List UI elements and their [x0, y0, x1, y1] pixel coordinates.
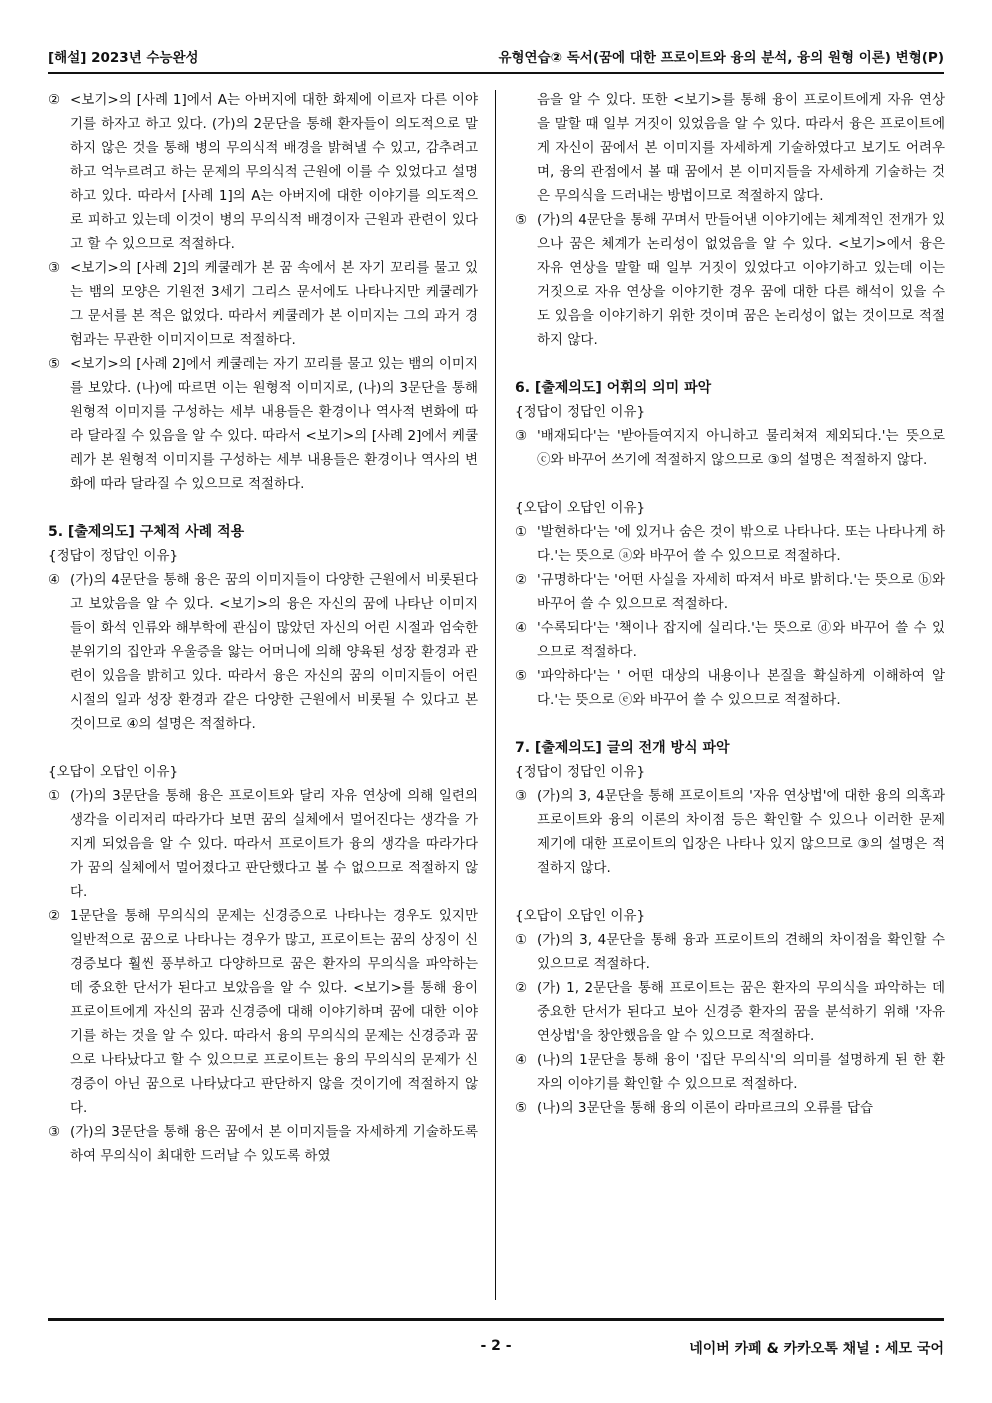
- list-item: [515, 424, 945, 472]
- list-item: [515, 520, 945, 568]
- list-item: [515, 616, 945, 664]
- item-number: ④: [48, 572, 61, 588]
- item-text: (가)의 3문단을 통해 융은 프로이트와 달리 자유 연상에 의해 일련의 생각을 이리저리 따라가다 보면 꿈의 실체에서 멀어진다는 생각을 가지게 되었음을 알 수 있다. 따라서 프로이트가 융의 생각을 따라가다가 꿈의 실체에서 멀어졌다고 판단했다고 볼 수 없으므로 적절하지 않다.: [70, 788, 478, 900]
- list-item: [515, 1096, 945, 1120]
- wrong-label: {오답이 오답인 이유}: [515, 908, 646, 924]
- item-text: (나)의 1문단을 통해 융이 '집단 무의식'의 의미를 설명하게 된 한 환자의 이야기를 확인할 수 있으므로 적절하다.: [537, 1052, 945, 1092]
- item-text: '규명하다'는 '어떤 사실을 자세히 따져서 바로 밝히다.'는 뜻으로 ⓑ와 바꾸어 쓸 수 있으므로 적절하다.: [537, 572, 945, 612]
- footer-channel: 네이버 카페 & 카카오톡 채널 : 세모 국어: [689, 1341, 944, 1357]
- list-item: [515, 784, 945, 880]
- item-number: ③: [48, 1124, 61, 1140]
- item-text: '파악하다'는 ' 어떤 대상의 내용이나 본질을 확실하게 이해하여 알다.'는 뜻으로 ⓔ와 바꾸어 쓸 수 있으므로 적절하다.: [537, 668, 945, 708]
- item-text: 1문단을 통해 무의식의 문제는 신경증으로 나타나는 경우도 있지만 일반적으로 꿈으로 나타나는 경우가 많고, 프로이트는 꿈의 상징이 신경증보다 훨씬 풍부하고 다양하므로 꿈은 환자의 무의식을 파악하는데 중요한 단서가 된다고 보았음을 알 수 있다. <보기>를 통해 융이 프로이트에게 자신의 꿈과 신경증에 대해 이야기하며 꿈에 대한 이야기를 하는 것을 알 수 있다. 따라서 융의 무의식의 문제는 신경증과 꿈으로 나타났다고 할 수 있으므로 프로이트는 융의 무의식의 문제가 신경증이 아닌 꿈으로 나타났다고 판단하지 않을 것이기에 적절하지 않다.: [70, 908, 478, 1116]
- item-text: (가)의 3문단을 통해 융은 꿈에서 본 이미지들을 자세하게 기술하도록 하여 무의식이 최대한 드러날 수 있도록 하였: [70, 1124, 478, 1164]
- correct-label: {정답이 정답인 이유}: [515, 764, 646, 780]
- item-number: ⑤: [48, 356, 61, 372]
- item-text: <보기>의 [사례 2]의 케쿨레가 본 꿈 속에서 본 자기 꼬리를 물고 있는 뱀의 모양은 기원전 3세기 그리스 문서에도 나타나지만 케쿨레가 그 문서를 본 적은 없었다. 따라서 케쿨레가 본 이미지는 그의 과거 경험과는 무관한 이미지이므로 적절하다.: [70, 260, 478, 348]
- item-text: (가) 1, 2문단을 통해 프로이트는 꿈은 환자의 무의식을 파악하는 데 중요한 단서가 된다고 보아 신경증 환자의 꿈을 분석하기 위해 '자유 연상법'을 창안했음을 알 수 있으므로 적절하다.: [537, 980, 945, 1044]
- header-subtitle: 유형연습② 독서(꿈에 대한 프로이트와 융의 분석, 융의 원형 이론) 변형(P): [498, 50, 944, 66]
- bottom-rule: [48, 1318, 944, 1321]
- item-number: ③: [48, 260, 61, 276]
- list-item: [515, 928, 945, 976]
- item-number: ②: [515, 572, 528, 588]
- left-column: [48, 88, 478, 1168]
- item-text: <보기>의 [사례 1]에서 A는 아버지에 대한 화제에 이르자 다른 이야기를 하자고 하고 있다. (가)의 2문단을 통해 환자들이 의도적으로 말하지 않은 것을 통해 병의 무의식적 배경을 밝혀낼 수 있고, 감추려고 하고 억누르려고 하는 문제의 무의식적 근원에 이를 수 있었다고 설명하고 있다. 따라서 [사례 1]의 A는 아버지에 대한 이야기를 의도적으로 피하고 있는데 이것이 병의 무의식적 배경이자 근원과 관련이 있다고 할 수 있으므로 적절하다.: [70, 92, 478, 252]
- item-number: ①: [515, 524, 528, 540]
- item-number: ③: [515, 788, 528, 804]
- item-text: (가)의 3, 4문단을 통해 프로이트의 '자유 연상법'에 대한 융의 의혹과 프로이트와 융의 이론의 차이점 등은 확인할 수 있으나 이러한 문제 제기에 대한 프로이트의 입장은 나타나 있지 않으므로 ③의 설명은 적절하지 않다.: [537, 788, 945, 876]
- top-rule: [48, 72, 944, 74]
- page-number: - 2 -: [480, 1338, 512, 1354]
- list-item: [48, 904, 478, 1120]
- list-item: [48, 1120, 478, 1168]
- list-item: [48, 784, 478, 904]
- item-text: '발현하다'는 '에 있거나 숨은 것이 밖으로 나타나다. 또는 나타나게 하다.'는 뜻으로 ⓐ와 바꾸어 쓸 수 있으므로 적절하다.: [537, 524, 945, 564]
- item-number: ①: [515, 932, 528, 948]
- right-column: [515, 88, 945, 1120]
- item-number: ③: [515, 428, 528, 444]
- item-text: 음을 알 수 있다. 또한 <보기>를 통해 융이 프로이트에게 자유 연상을 말할 때 일부 거짓이 있었음을 알 수 있다. 따라서 융은 프로이트에게 자신이 꿈에서 본 이미지를 자세하게 기술하였다고 보기도 어려우며, 융의 관점에서 볼 때 꿈에서 본 이미지들을 자세하게 기술하는 것은 무의식을 드러내는 방법이므로 적절하지 않다.: [537, 92, 945, 204]
- item-text: '수록되다'는 '책이나 잡지에 실리다.'는 뜻으로 ⓓ와 바꾸어 쓸 수 있으므로 적절하다.: [537, 620, 945, 660]
- item-number: ①: [48, 788, 61, 804]
- column-divider: [495, 90, 496, 1300]
- item-number: ②: [515, 980, 528, 996]
- item-number: ⑤: [515, 212, 528, 228]
- wrong-label: {오답이 오답인 이유}: [48, 764, 179, 780]
- item-number: ⑤: [515, 668, 528, 684]
- item-text: (나)의 3문단을 통해 융의 이론이 라마르크의 오류를 답습: [537, 1100, 874, 1116]
- item-number: ④: [515, 1052, 528, 1068]
- list-item: [515, 568, 945, 616]
- item-text: (가)의 3, 4문단을 통해 융과 프로이트의 견해의 차이점을 확인할 수 있으므로 적절하다.: [537, 932, 945, 972]
- item-text: <보기>의 [사례 2]에서 케쿨레는 자기 꼬리를 물고 있는 뱀의 이미지를 보았다. (나)에 따르면 이는 원형적 이미지로, (나)의 3문단을 통해 원형적 이미지를 구성하는 세부 내용들은 환경이나 역사적 변화에 따라 달라질 수 있음을 알 수 있다. 따라서 <보기>의 [사례 2]에서 케쿨레가 본 원형적 이미지를 구성하는 세부 내용들은 환경이나 역사의 변화에 따라 달라질 수 있으므로 적절하다.: [70, 356, 478, 492]
- list-item: [515, 208, 945, 352]
- list-item: [48, 568, 478, 736]
- list-item: [515, 664, 945, 712]
- correct-label: {정답이 정답인 이유}: [48, 548, 179, 564]
- section-title-q7: 7. [출제의도] 글의 전개 방식 파악: [515, 740, 730, 756]
- section-title-q5: 5. [출제의도] 구체적 사례 적용: [48, 524, 245, 540]
- item-text: (가)의 4문단을 통해 융은 꿈의 이미지들이 다양한 근원에서 비롯된다고 보았음을 알 수 있다. <보기>의 융은 자신의 꿈에 나타난 이미지들이 화석 인류와 해부학에 관심이 많았던 자신의 어린 시절과 엄숙한 분위기의 집안과 우울증을 앓는 어머니에 의해 양육된 성장 환경과 관련이 있음을 밝히고 있다. 따라서 융은 자신의 꿈의 이미지들이 어린 시절의 일과 성장 환경과 같은 다양한 근원에서 비롯될 수 있다고 본 것이므로 ④의 설명은 적절하다.: [70, 572, 478, 732]
- item-number: ④: [515, 620, 528, 636]
- list-item: [515, 88, 945, 208]
- wrong-label: {오답이 오답인 이유}: [515, 500, 646, 516]
- list-item: [515, 1048, 945, 1096]
- item-number: ⑤: [515, 1100, 528, 1116]
- list-item: [48, 88, 478, 256]
- section-title-q6: 6. [출제의도] 어휘의 의미 파악: [515, 380, 712, 396]
- header-title: [해설] 2023년 수능완성: [48, 50, 199, 66]
- list-item: [48, 256, 478, 352]
- list-item: [515, 976, 945, 1048]
- item-number: ②: [48, 92, 61, 108]
- item-text: (가)의 4문단을 통해 꾸며서 만들어낸 이야기에는 체계적인 전개가 있으나 꿈은 체계가 논리성이 없었음을 알 수 있다. <보기>에서 융은 자유 연상을 말할 때 일부 거짓이 있었다고 이야기하고 있는데 이는 거짓으로 자유 연상을 이야기한 경우 꿈에 대한 다른 해석이 있을 수도 있음을 이야기하기 위한 것이며 꿈은 논리성이 없는 것이므로 적절하지 않다.: [537, 212, 945, 348]
- item-text: '배재되다'는 '받아들여지지 아니하고 물리쳐져 제외되다.'는 뜻으로 ⓒ와 바꾸어 쓰기에 적절하지 않으므로 ③의 설명은 적절하지 않다.: [537, 428, 945, 468]
- correct-label: {정답이 정답인 이유}: [515, 404, 646, 420]
- list-item: [48, 352, 478, 496]
- item-number: ②: [48, 908, 61, 924]
